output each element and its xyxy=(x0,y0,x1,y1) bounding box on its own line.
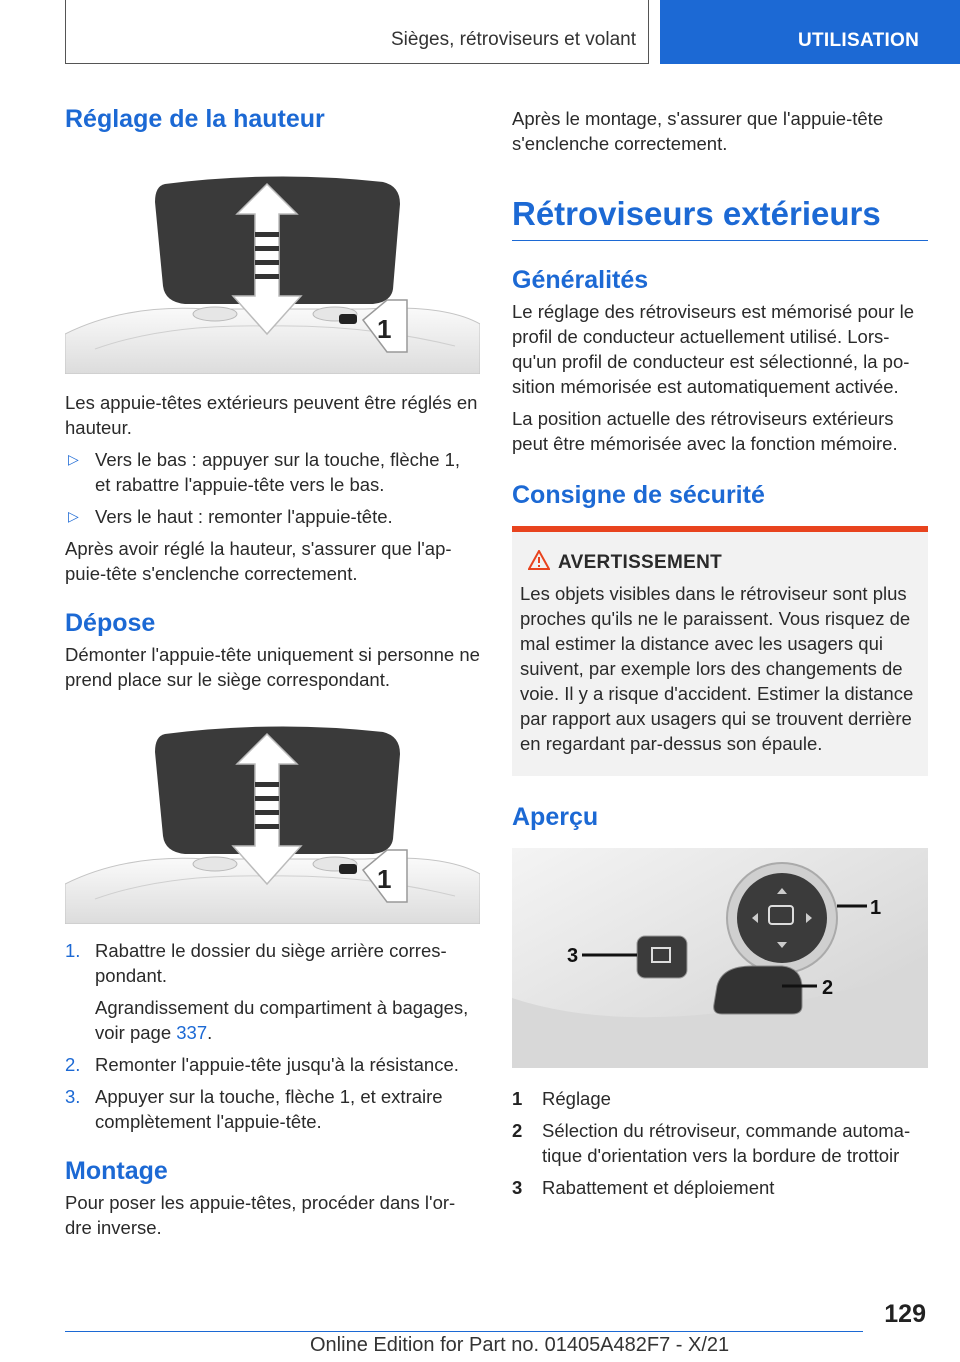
heading-apercu: Aperçu xyxy=(512,803,599,831)
figure-callout-1: 1 xyxy=(377,314,392,344)
chapter-tab-label: UTILISATION xyxy=(798,30,920,51)
legend-item: 3 Rabattement et déploiement xyxy=(512,1177,775,1198)
paragraph-montage: Pour poser les appuie-têtes, procéder dans l'or- dre inverse. xyxy=(65,1192,456,1238)
bullet-triangle-icon: ▷ xyxy=(68,508,79,524)
mirror-controls-figure xyxy=(512,848,928,1068)
step-item: 1. Rabattre le dossier du siège arrière corres- pondant. xyxy=(65,940,447,986)
paragraph-apres-montage: Après le montage, s'assurer que l'appuie-tête s'enclenche correctement. xyxy=(512,108,884,154)
figure-callout-3: 3 xyxy=(567,945,579,967)
headrest-figure-2 xyxy=(65,724,480,924)
legend-item: 2 Sélection du rétroviseur, commande automa- tique d'orientation vers la bordure de trottoir xyxy=(512,1120,911,1166)
page-link-337[interactable]: 337 xyxy=(176,1022,208,1043)
paragraph-generalites-1: Le réglage des rétroviseurs est mémorisé pour le profil de conducteur actuellement utilisé. Lors- qu'un profil de conducteur est sélectionné, la po- sition mémorisée est automatiquement activée. xyxy=(512,301,915,397)
step-item: 3. Appuyer sur la touche, flèche 1, et extraire complètement l'appuie-tête. xyxy=(65,1086,443,1132)
bullet-item: ▷ Vers le haut : remonter l'appuie-tête. xyxy=(68,506,393,527)
heading-depose: Dépose xyxy=(65,609,156,637)
figure-callout-1: 1 xyxy=(870,897,882,919)
headrest-figure-1 xyxy=(65,174,480,374)
figure-callout-1: 1 xyxy=(377,864,392,894)
heading-generalites: Généralités xyxy=(512,266,649,294)
right-column xyxy=(512,106,928,1207)
paragraph-depose: Démonter l'appuie-tête uniquement si personne ne prend place sur le siège correspondant. xyxy=(65,644,480,690)
heading-consigne: Consigne de sécurité xyxy=(512,481,765,509)
warning-text: Les objets visibles dans le rétroviseur sont plus proches qu'ils ne le paraissent. Vous risquez de mal estimer la distance avec les usagers qui suivent, par exemple lors des changements de voie. Il y a risque d'accident. Estimer la distance par rapport aux usagers qui se trouvent derrière en regardant par-dessus son épaule. xyxy=(520,583,914,754)
footer-divider xyxy=(65,1331,863,1332)
step-item-sub: Agrandissement du compartiment à bagages, voir page 337. xyxy=(95,997,469,1043)
legend-item: 1 Réglage xyxy=(512,1088,611,1109)
bullet-item: ▷ Vers le bas : appuyer sur la touche, flèche 1, et rabattre l'appuie-tête vers le bas. xyxy=(68,449,461,495)
warning-triangle-icon xyxy=(528,550,550,570)
bullet-triangle-icon: ▷ xyxy=(68,451,79,467)
warning-box xyxy=(512,526,928,776)
heading-reglage-hauteur: Réglage de la hauteur xyxy=(65,105,325,133)
warning-title: AVERTISSEMENT xyxy=(520,550,920,575)
heading-retroviseurs: Rétroviseurs extérieurs xyxy=(512,194,928,241)
heading-montage: Montage xyxy=(65,1157,168,1185)
section-title: Sièges, rétroviseurs et volant xyxy=(390,29,636,50)
header-section-box xyxy=(65,0,649,64)
paragraph-apres-reglage: Après avoir réglé la hauteur, s'assurer que l'ap- puie-tête s'enclenche correctement. xyxy=(65,538,452,584)
edition-note: Online Edition for Part no. 01405A482F7 - X/21 xyxy=(310,1334,730,1356)
figure-callout-2: 2 xyxy=(822,977,834,999)
paragraph-hauteur: Les appuie-têtes extérieurs peuvent être réglés en hauteur. xyxy=(65,392,478,438)
page-number: 129 xyxy=(884,1300,926,1328)
chapter-tab xyxy=(660,0,960,64)
left-column xyxy=(65,104,480,1247)
paragraph-generalites-2: La position actuelle des rétroviseurs extérieurs peut être mémorisée avec la fonction mémoire. xyxy=(512,408,898,454)
step-item: 2. Remonter l'appuie-tête jusqu'à la résistance. xyxy=(65,1054,459,1075)
